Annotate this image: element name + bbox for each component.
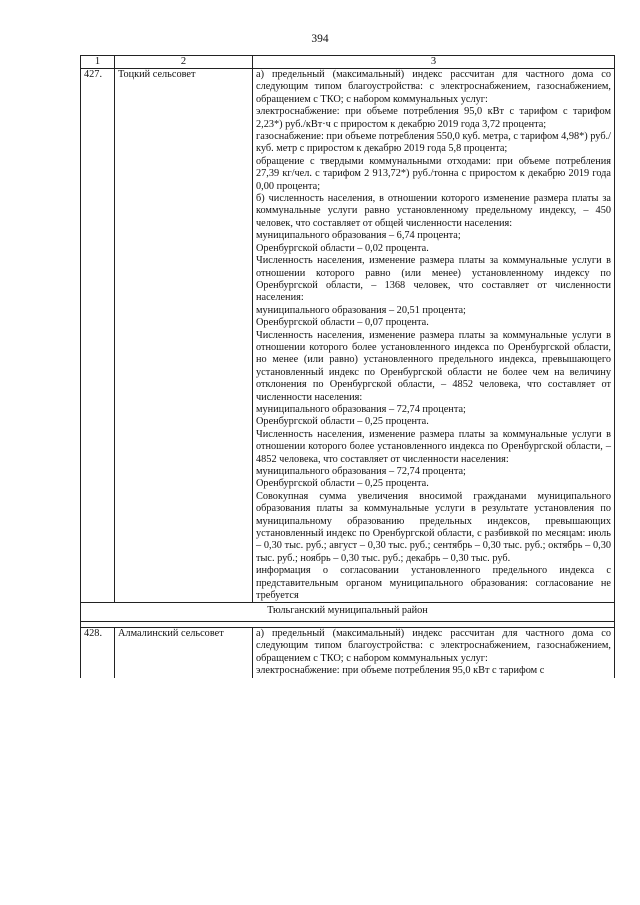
detail-paragraph: муниципального образования – 20,51 процента; [256,304,466,316]
detail-paragraph: муниципального образования – 6,74 процента; [256,230,461,242]
district-heading-row [81,603,615,621]
detail-paragraph: муниципального образования – 72,74 процента; [256,403,466,415]
detail-paragraph: электроснабжение: при объеме потребления 95,0 кВт с тарифом с [256,665,545,677]
detail-paragraph: Оренбургской области – 0,07 процента. [256,317,429,329]
detail-paragraph: Численность населения, изменение размера платы за коммунальные услуги в отношении которого более установленного индекса по Оренбургской области, – 4852 человека, что составляет от численности населения: [256,428,611,465]
detail-paragraph: Численность населения, изменение размера платы за коммунальные услуги в отношении которого равно (или менее) установленному индексу по Оренбургской области, – 1368 человек, что составляет от численности населения: [256,255,611,304]
column-header-3: 3 [253,56,615,69]
detail-paragraph: Оренбургской области – 0,25 процента. [256,478,429,490]
municipality-name: Тоцкий сельсовет [115,69,253,603]
table-header-row [81,56,615,69]
municipality-name: Алмалинский сельсовет [115,627,253,677]
row-number: 428. [81,627,115,677]
row-number: 427. [81,69,115,603]
table-row-428 [81,627,615,677]
detail-paragraph: а) предельный (максимальный) индекс рассчитан для частного дома со следующим типом благоустройства: с электроснабжением, газоснабжением, обращением с ТКО; с набором коммунальных услуг: [256,627,611,664]
column-header-2: 2 [115,56,253,69]
detail-paragraph: Оренбургской области – 0,25 процента. [256,416,429,428]
detail-paragraph: а) предельный (максимальный) индекс рассчитан для частного дома со следующим типом благоустройства: с электроснабжением, газоснабжением, обращением с ТКО; с набором коммунальных услуг: [256,69,611,105]
index-details [253,627,615,677]
table-row-427 [81,69,615,603]
detail-paragraph: электроснабжение: при объеме потребления 95,0 кВт с тарифом с тарифом 2,23*) руб./кВт·ч с приростом к декабрю 2019 года 3,72 процента; [256,106,611,130]
detail-paragraph: Численность населения, изменение размера платы за коммунальные услуги в отношении которого более установленного индекса по Оренбургской области, но менее (или равно) установленного предельного индекса, превышающего установленный индекс по Оренбургской области не более чем на величину отклонения по Оренбургской области, – 4852 человека, что составляет от численности населения: [256,329,611,403]
indices-table [80,55,615,678]
detail-paragraph: б) численность населения, в отношении которого изменение размера платы за коммунальные услуги равно установленному предельному индексу, – 450 человек, что составляет от общей численности населения: [256,193,611,229]
page-number: 394 [311,33,329,45]
detail-paragraph: Совокупная сумма увеличения вносимой гражданами муниципального образования платы за коммунальные услуги в результате установления по муниципальному образованию предельных индексов, превышающих установленный индекс по Оренбургской области, с разбивкой по месяцам: июль – 0,30 тыс. руб.; август – 0,30 тыс. руб.; сентябрь – 0,30 тыс. руб.; октябрь – 0,30 тыс. руб.; ноябрь – 0,30 тыс. руб.; декабрь – 0,30 тыс. руб. [256,490,611,564]
detail-paragraph: информация о согласовании установленного предельного индекса с представительным органом муниципального образования: согласование не требуется [256,565,611,602]
column-header-1: 1 [81,56,115,69]
detail-paragraph: муниципального образования – 72,74 процента; [256,466,466,477]
detail-paragraph: Оренбургской области – 0,02 процента. [256,242,429,254]
detail-paragraph: обращение с твердыми коммунальными отходами: при объеме потребления 27,39 кг/чел. с тарифом 2 913,72*) руб./тонна с приростом к декабрю 2019 года 0,00 процента; [256,155,611,192]
index-details [253,69,615,603]
detail-paragraph: газоснабжение: при объеме потребления 550,0 куб. метра, с тарифом 4,98*) руб./куб. метр с приростом к декабрю 2019 года 5,8 процента; [256,131,611,155]
district-heading: Тюльганский муниципальный район [81,603,615,621]
